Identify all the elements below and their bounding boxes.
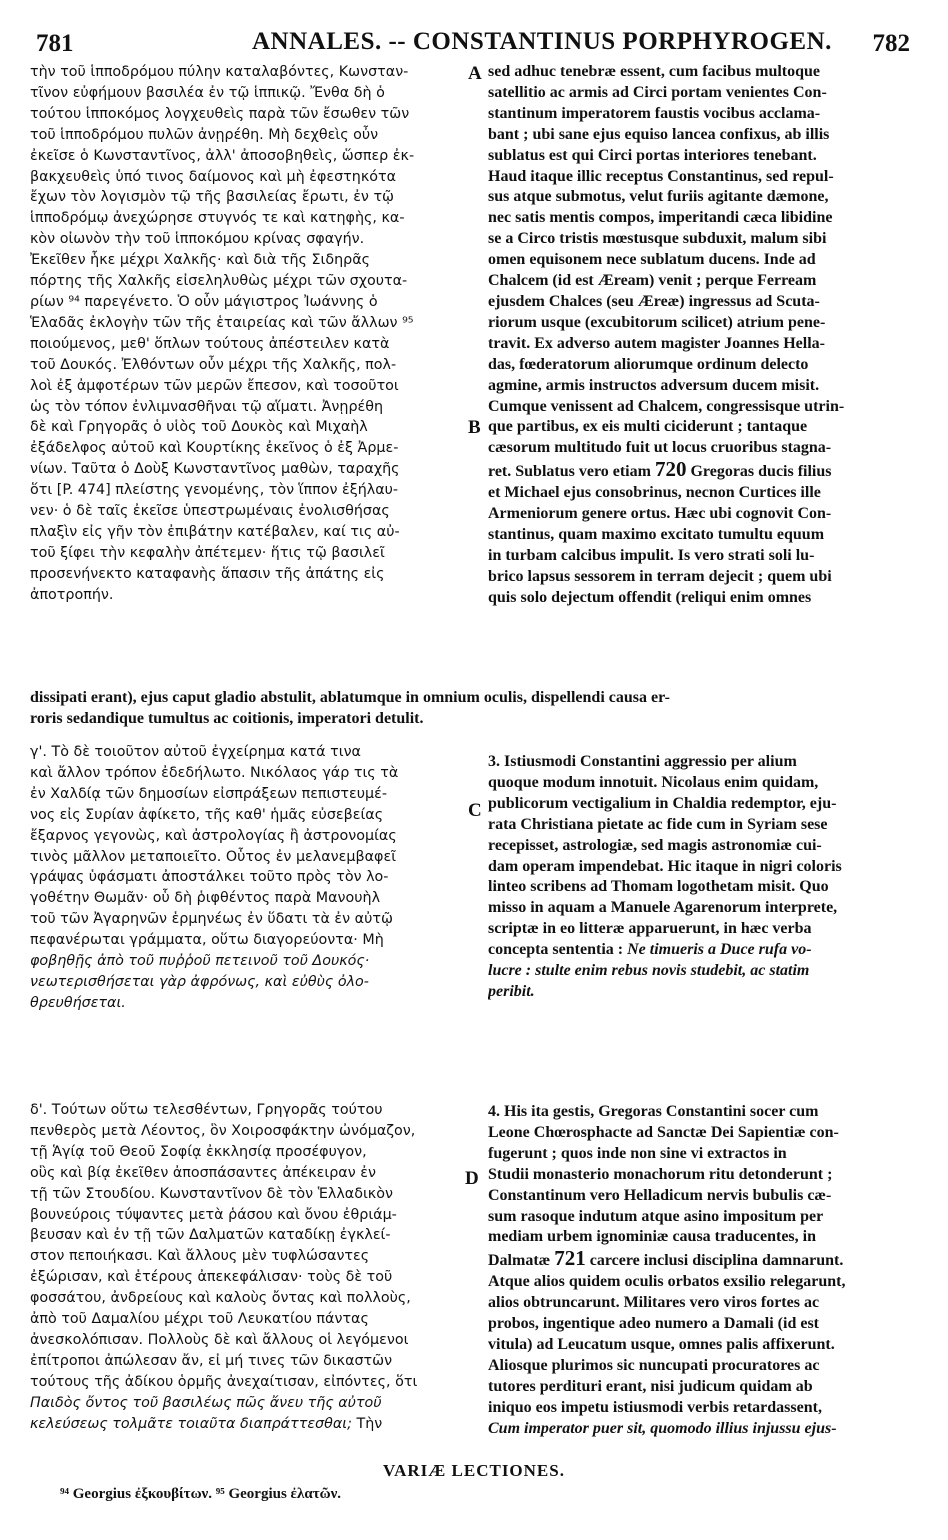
greek-line: ἐξώρισαν, καὶ ἑτέρους ἀπεκεφάλισαν· τοὺς δὲ τοῦ: [30, 1269, 393, 1286]
latin-line: et Michael ejus consobrinus, necnon Curtices ille: [488, 484, 821, 502]
latin-italic-quote: Ne timueris a Duce rufa vo-: [627, 941, 812, 959]
greek-line: πενθερὸς μετὰ Λέοντος, ὃν Χοιροσφάκτην ὠνόμαζον,: [30, 1122, 416, 1139]
latin-line: cæsorum multitudo fuit ut locus cruoribus stagna-: [488, 439, 832, 457]
margin-marker-a: A: [468, 63, 482, 84]
greek-line: ἔξαρνος γεγονὼς, καὶ ἀστρολογίας ἢ ἀστρονομίας: [30, 827, 397, 844]
greek-italic-line: νεωτερισθήσεται γὰρ ἀφρόνως, καὶ εὐθὺς ὀλο-: [30, 973, 369, 990]
greek-line: βευσαν καὶ ἐν τῇ τῶν Δαλματῶν καταδίκῃ ἐγκλεί-: [30, 1227, 391, 1244]
greek-line: ποιούμενος, μεθ' ὅπλων τούτους ἀπέστειλεν κατὰ: [30, 335, 390, 352]
greek-line: ἐν Χαλδίᾳ τῶν δημοσίων εἰσπράξεων πεπιστευμέ-: [30, 785, 388, 802]
greek-line: βουνεύροις τύψαντες μετὰ ῥάσου καὶ ὄνου ἐθριάμ-: [30, 1206, 397, 1223]
greek-italic-line: θρευθήσεται.: [30, 994, 126, 1011]
latin-line: stantinus, quam maximo excitato tumultu equum: [488, 525, 825, 543]
greek-line: προσενήνεκτο καταφανὴς ἅπασιν τῆς ἀπάτης εἰς: [30, 565, 385, 582]
latin-line: Constantinum vero Helladicum nervis bubulis cæ-: [488, 1186, 832, 1204]
column-number-721: 721: [554, 1248, 586, 1271]
greek-line: ἱπποδρόμῳ ἀνεχώρησε στυγνός τε καὶ κατηφὴς, κα-: [30, 210, 405, 227]
latin-line: recepisset, astrologiæ, sed magis astronomiæ cui-: [488, 836, 822, 854]
latin-line: satellitio ac armis ad Circi portam venientes Con-: [488, 83, 827, 101]
latin-line: dam operam impendebat. Hic itaque in nigri coloris: [488, 857, 842, 875]
greek-line: τούτους τῆς ἀδίκου ὁρμῆς ἀνεχαίτισαν, εἰπόντες, ὅτι: [30, 1373, 418, 1390]
latin-line: Cumque venissent ad Chalcem, congressisque utrin-: [488, 397, 845, 415]
latin-line: Aliosque plurimos sic nuncupati procuratores ac: [488, 1356, 820, 1374]
greek-line: ἐπίτροποι ἀπώλεσαν ἄν, εἰ μή τινες τῶν δικαστῶν: [30, 1352, 393, 1369]
latin-line: travit. Ex adverso autem magister Joannes Hella-: [488, 334, 825, 352]
greek-line: ἐκεῖσε ὁ Κωνσταντῖνος, ἀλλ' ἀποσοβηθεὶς, ὥσπερ ἐκ-: [30, 147, 415, 164]
full-width-latin-lines: [30, 687, 920, 729]
greek-line: τοῦ ἱπποδρόμου πυλῶν ἀνῃρέθη. Μὴ δεχθεὶς οὖν: [30, 126, 379, 143]
greek-line: ἀνεσκολόπισαν. Πολλοὺς δὲ καὶ ἄλλους οἱ λεγόμενοι: [30, 1331, 409, 1348]
greek-line: τῇ Ἁγίᾳ τοῦ Θεοῦ Σοφίᾳ ἐκκλησίᾳ προσέφυγον,: [30, 1143, 367, 1160]
latin-line: 4. His ita gestis, Gregoras Constantini socer cum: [488, 1103, 819, 1120]
latin-column-part-3: [488, 1102, 912, 1440]
greek-column-part-3: [30, 1100, 468, 1435]
latin-line: Leone Chœrosphacte ad Sanctæ Dei Sapientiæ con-: [488, 1123, 839, 1141]
latin-line: omen equisonem nece sublatum ducens. Inde ad: [488, 251, 816, 269]
latin-line: sus atque submotus, velut furiis agitante dæmone,: [488, 188, 829, 206]
page-number-left: 781: [36, 30, 74, 57]
greek-line: νίων. Ταῦτα ὁ Δοὺξ Κωνσταντῖνος μαθὼν, ταραχῆς: [30, 461, 400, 478]
greek-line: φοσσάτου, ἀνδρείους καὶ καλοὺς ὄντας καὶ πολλοὺς,: [30, 1290, 411, 1307]
greek-line: Ἐκεῖθεν ἧκε μέχρι Χαλκῆς· καὶ διὰ τῆς Σιδηρᾶς: [30, 252, 371, 269]
latin-line: concepta sententia : Ne timueris a Duce rufa vo-: [488, 941, 812, 959]
greek-line: τοῦ Δουκός. Ἐλθόντων οὖν μέχρι τῆς Χαλκῆς, πολ-: [30, 356, 397, 373]
greek-line-tail: Τὴν: [356, 1415, 383, 1432]
margin-marker-d: D: [465, 1168, 479, 1189]
full-width-line: dissipati erant), ejus caput gladio abstulit, ablatumque in omnium oculis, dispellendi causa er-: [30, 689, 670, 706]
latin-line: Haud itaque illic receptus Constantinus, sed repul-: [488, 167, 834, 185]
latin-line: riorum usque (excubitorum scilicet) atrium pene-: [488, 313, 826, 331]
greek-line: τὴν τοῦ ἱπποδρόμου πύλην καταλαβόντες, Κωνσταν-: [30, 64, 409, 80]
greek-line: καὶ ἄλλον τρόπον ἐδεδήλωτο. Νικόλαος γάρ τις τὰ: [30, 764, 399, 781]
latin-line: ret. Sublatus vero etiam 720 Gregoras ducis filius: [488, 459, 832, 482]
latin-line: sum rasoque indutum atque asino impositum per: [488, 1207, 824, 1225]
running-header: [0, 22, 948, 62]
column-number-720: 720: [654, 459, 687, 482]
full-width-line: roris sedandique tumultus ac coitionis, imperatori detulit.: [30, 710, 424, 727]
latin-line: nec satis mentis compos, imperitandi cæca libidine: [488, 209, 833, 227]
greek-line: νεν· ὁ δὲ ταῖς ἐκεῖσε ὑπεστρωμέναις ἐνολισθήσας: [30, 503, 390, 520]
latin-italic-line: Cum imperator puer sit, quomodo illius injussu ejus-: [488, 1419, 837, 1437]
latin-line: sed adhuc tenebræ essent, cum facibus multoque: [488, 63, 821, 80]
latin-line: vitula) ad Leucatum usque, omnes palis affixerunt.: [488, 1335, 835, 1353]
greek-line: γράψας ὑφάσματι ἀποστάλκει τοῦτο πρὸς τὸν λο-: [30, 869, 389, 886]
latin-line: brico lapsus sessorem in terram dejecit ; quem ubi: [488, 567, 832, 585]
greek-line: τῇ τῶν Στουδίου. Κωνσταντῖνον δὲ τὸν Ἑλλαδικὸν: [30, 1185, 393, 1202]
greek-line: ὡς τὸν τόπον ἐνλιμνασθῆναι τῷ αἵματι. Ἀνῃρέθη: [30, 398, 384, 415]
latin-line: stantinum imperatorem faustis vocibus acclama-: [488, 104, 821, 122]
footnotes: ⁹⁴ Georgius ἐξκουβίτων. ⁹⁵ Georgius ἐλατῶν.: [60, 1486, 342, 1502]
greek-line: δὲ καὶ Γρηγορᾶς ὁ υἱὸς τοῦ Δουκὸς καὶ Μιχαὴλ: [30, 419, 368, 436]
greek-line: ὅτι [P. 474] πλείστης γενομένης, τὸν ἵππον ἐξήλαυ-: [30, 482, 399, 499]
latin-line: quoque modum innotuit. Nicolaus enim quidam,: [488, 773, 819, 791]
latin-line: que partibus, ex eis multi ciciderunt ; tantaque: [488, 418, 808, 436]
greek-italic-line: κελεύσεως τολμᾶτε τοιαῦτα διαπράττεσθαι; Τὴν: [30, 1415, 383, 1432]
greek-line: ἀπὸ τοῦ Δαμαλίου μέχρι τοῦ Λευκατίου πάντας: [30, 1311, 369, 1328]
latin-line: 3. Istiusmodi Constantini aggressio per alium: [488, 753, 797, 770]
greek-italic-line: φοβηθῇς ἀπὸ τοῦ πυῤῥοῦ πετεινοῦ τοῦ Δουκός·: [30, 953, 370, 970]
greek-line: κὸν οἰωνὸν τὴν τοῦ ἱπποκόμου κρίνας σφαγήν.: [30, 231, 365, 248]
greek-line: τούτου ἱπποκόμος λογχευθεὶς παρὰ τῶν ἔσωθεν τῶν: [30, 105, 410, 122]
greek-line: πλαξὶν εἰς γῆν τὸν ἐπιβάτην κατέβαλεν, καί τις αὐ-: [30, 523, 400, 540]
latin-column-part-1: [488, 62, 912, 609]
latin-line: das, fœderatorum aliorumque ordinum delecto: [488, 355, 809, 373]
latin-column-part-2: [488, 752, 912, 1003]
latin-line: alios obtruncarunt. Militares vero viros fortes ac: [488, 1294, 820, 1312]
greek-line: βακχευθεὶς ὑπό τινος δαίμονος καὶ μὴ ἐφεστηκότα: [30, 168, 397, 185]
greek-italic-line: Παιδὸς ὄντος τοῦ βασιλέως πῶς ἄνευ τῆς αὐτοῦ: [30, 1394, 382, 1411]
latin-line: bant ; ubi sane ejus equiso lancea confixus, ab illis: [488, 125, 830, 143]
greek-line: νος εἰς Συρίαν ἀφίκετο, τῆς καθ' ἡμᾶς εὐσεβείας: [30, 806, 384, 823]
latin-line: rata Christiana pietate ac fide cum in Syriam sese: [488, 815, 828, 833]
latin-line: misso in aquam a Manuele Agarenorum interprete,: [488, 899, 838, 917]
latin-line: Studii monasterio monachorum ritu detonderunt ;: [488, 1165, 833, 1183]
greek-column-part-1: [30, 62, 468, 606]
latin-line: se a Circo tristis mœstusque subduxit, malum sibi: [488, 230, 827, 248]
latin-line: agmine, armis instructos adversum ducem misit.: [488, 376, 820, 394]
latin-line: Atque alios quidem oculis orbatos exsilio relegarunt,: [488, 1273, 846, 1291]
greek-line: γ'. Τὸ δὲ τοιοῦτον αὐτοῦ ἐγχείρημα κατά τινα: [30, 744, 361, 760]
greek-line: ἔχων τὸν λογισμὸν τῷ τῆς βασιλείας ἔρωτι, ἐν τῷ: [30, 189, 395, 206]
latin-line: mediam urbem ignominiæ causa traducentes, in: [488, 1228, 816, 1246]
page-number-right: 782: [872, 30, 910, 57]
variae-lectiones-heading: VARIÆ LECTIONES.: [383, 1461, 565, 1480]
latin-line: sublatus est qui Circi portas interiores tenebant.: [488, 146, 817, 164]
greek-line: γοθέτην Θωμᾶν· οὗ δὴ ῥιφθέντος παρὰ Μανουὴλ: [30, 890, 381, 907]
latin-italic-line: peribit.: [488, 982, 535, 1000]
latin-line-head: Dalmatæ: [488, 1252, 551, 1270]
latin-line: ejusdem Chalces (seu Æreæ) ingressus ad Scuta-: [488, 292, 820, 310]
latin-line: tutores perdituri erant, nisi judicum quidam ab: [488, 1377, 813, 1395]
greek-line: οὓς καὶ βίᾳ ἐκεῖθεν ἀποσπάσαντες ἀπέκειραν ἐν: [30, 1164, 376, 1181]
greek-line: λοὶ ἐξ ἀμφοτέρων τῶν μερῶν ἔπεσον, καὶ τοσοῦτοι: [30, 377, 399, 394]
latin-line: Armeniorum genere ortus. Hæc ubi cognovit Con-: [488, 505, 832, 523]
greek-line: ρίων ⁹⁴ παρεγένετο. Ὁ οὖν μάγιστρος Ἰωάννης ὁ: [30, 293, 378, 310]
margin-marker-c: C: [468, 800, 482, 821]
latin-line: [488, 1248, 912, 1272]
latin-line: scriptæ in eo litteræ apparuerunt, in hæc verba: [488, 920, 812, 938]
greek-line: τῖνον εὐφήμουν βασιλέα ἐν τῷ ἱππικῷ. Ἔνθα δὴ ὁ: [30, 84, 385, 101]
latin-line: linteo scribens ad Thomam logothetam misit. Quo: [488, 878, 829, 896]
latin-line: publicorum vectigalium in Chaldia redemptor, eju-: [488, 794, 837, 812]
latin-line: Chalcem (id est Æream) venit ; perque Ferream: [488, 272, 817, 290]
greek-line: τοῦ ξίφει τὴν κεφαλὴν ἀπέτεμεν· ἥτις τῷ βασιλεῖ: [30, 544, 385, 561]
greek-column-part-2: [30, 742, 468, 1014]
latin-italic-line: lucre : stulte enim rebus novis studebit, ac statim: [488, 962, 810, 980]
latin-line: in turbam calcibus impulit. Is vero strati soli lu-: [488, 546, 815, 564]
latin-line: quis solo dejectum offendit (reliqui enim omnes: [488, 588, 812, 606]
latin-line-tail: carcere inclusi disciplina damnarunt.: [589, 1252, 844, 1270]
latin-line-tail: Gregoras ducis filius: [690, 463, 832, 481]
greek-line: ἐξάδελφος αὐτοῦ καὶ Κουρτίκης ἐκεῖνος ὁ ἐξ Ἀρμε-: [30, 440, 399, 457]
greek-line: Ἑλαδᾶς ἐκλογὴν τῶν τῆς ἑταιρείας καὶ τῶν ἄλλων ⁹⁵: [30, 314, 414, 331]
latin-line: probos, ingentique adeo numero a Damali (id est: [488, 1315, 819, 1333]
latin-line: iniquo eos impetu istiusmodi verbis retardassent,: [488, 1398, 822, 1416]
running-title: ANNALES. -- CONSTANTINUS PORPHYROGEN.: [252, 28, 832, 55]
greek-line: στον πεποιήκασι. Καὶ ἄλλους μὲν τυφλώσαντες: [30, 1248, 370, 1265]
margin-marker-b: B: [468, 417, 481, 438]
greek-line: πόρτης τῆς Χαλκῆς εἰσεληλυθὼς μέχρι τῶν σχουτα-: [30, 273, 408, 290]
greek-line: ἀποτροπήν.: [30, 586, 114, 603]
greek-line: τοῦ τῶν Ἀγαρηνῶν ἑρμηνέως ἐν ὕδατι τὰ ἐν αὐτῷ: [30, 911, 393, 928]
greek-line: τινὸς μᾶλλον μεταποιεῖτο. Οὗτος ἐν μελανεμβαφεῖ: [30, 848, 397, 865]
greek-line: πεφανέρωται γράμματα, οὕτω διαγορεύοντα· Μὴ: [30, 932, 384, 949]
greek-line: δ'. Τούτων οὕτω τελεσθέντων, Γρηγορᾶς τούτου: [30, 1102, 383, 1118]
latin-line: fugerunt ; quos inde non sine vi extractos in: [488, 1144, 787, 1162]
